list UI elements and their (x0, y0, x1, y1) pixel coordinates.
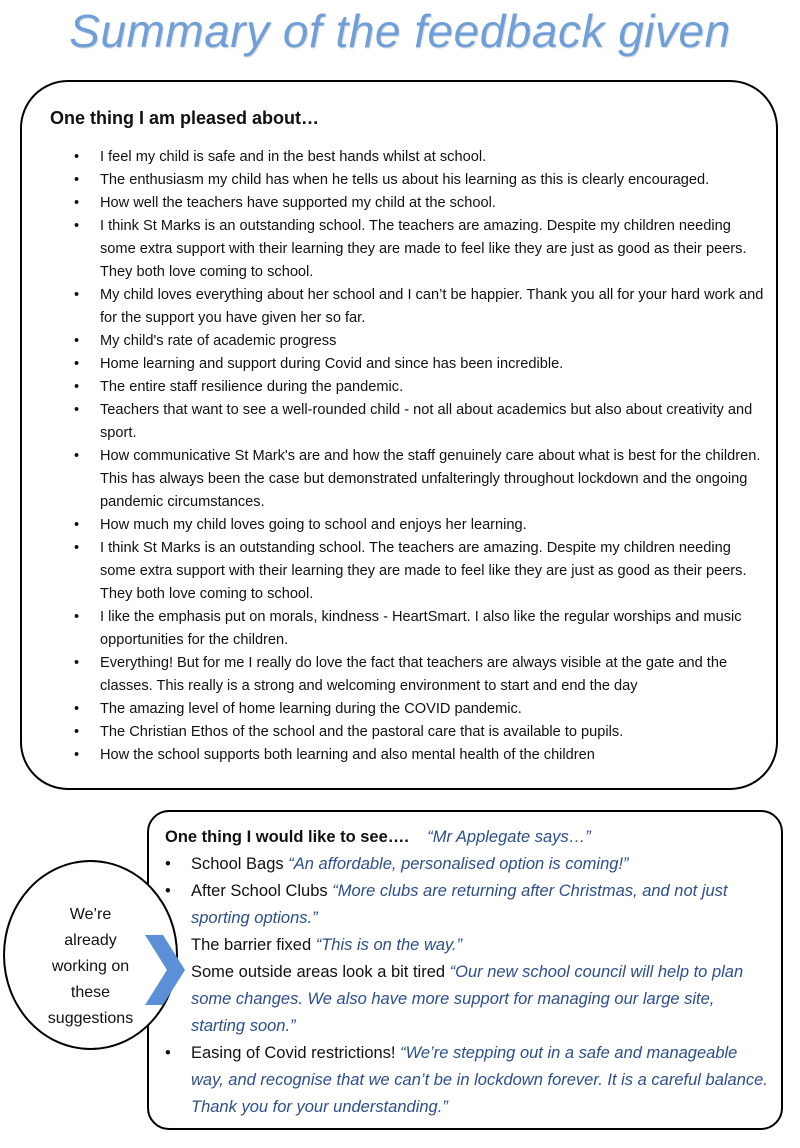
pleased-list (74, 146, 764, 767)
suggestion-reply: “This is on the way.” (315, 936, 463, 954)
heading-quote: “Mr Applegate says…” (427, 828, 591, 846)
suggestion-item (165, 932, 771, 959)
suggestions-box (147, 810, 783, 1130)
pleased-box (20, 80, 778, 790)
suggestion-text: Some outside areas look a bit tired (191, 963, 446, 981)
callout-line: already (64, 932, 117, 949)
suggestion-item (165, 878, 771, 932)
list-item: • How much my child loves going to school and enjoys her learning. (74, 514, 764, 537)
suggestion-reply: “We’re stepping out in a safe and manageable way, and recognise that we can’t be in lockdown forever. It is a careful balance. Thank you for your understanding.” (191, 1044, 768, 1116)
suggestion-reply: “Our new school council will help to plan some changes. We also have more support for managing our large site, starting soon.” (191, 963, 744, 1035)
list-item: • I like the emphasis put on morals, kindness - HeartSmart. I also like the regular worships and music opportunities for the children. (74, 606, 764, 652)
list-item: • The amazing level of home learning during the COVID pandemic. (74, 698, 764, 721)
suggestion-text: School Bags (191, 855, 284, 873)
suggestions-content (165, 824, 771, 1121)
chevron-right-icon (145, 935, 185, 1005)
list-item: • I think St Marks is an outstanding school. The teachers are amazing. Despite my children needing some extra support with their learning they are made to feel like they are just as good as their peers. They both love coming to school. (74, 215, 764, 284)
list-item: • How the school supports both learning and also mental health of the children (74, 744, 764, 767)
callout-line: suggestions (47, 1010, 134, 1027)
list-item: • How communicative St Mark's are and how the staff genuinely care about what is best for the children. This has always been the case but demonstrated unfalteringly throughout lockdown and the ongoing pandemic circumstances. (74, 445, 764, 514)
suggestion-item (165, 851, 771, 878)
list-item: • My child's rate of academic progress (74, 330, 764, 353)
suggestions-heading-line (165, 824, 771, 851)
suggestion-text: After School Clubs (191, 882, 328, 900)
list-item: • The enthusiasm my child has when he tells us about his learning as this is clearly encouraged. (74, 169, 764, 192)
suggestion-item (165, 1040, 771, 1121)
page-title: Summary of the feedback given (69, 5, 731, 57)
list-item: • The entire staff resilience during the pandemic. (74, 376, 764, 399)
list-item: • Teachers that want to see a well-rounded child - not all about academics but also about creativity and sport. (74, 399, 764, 445)
suggestion-reply: “An affordable, personalised option is coming!” (288, 855, 629, 873)
suggestion-text: Easing of Covid restrictions! (191, 1044, 396, 1062)
list-item: • I think St Marks is an outstanding school. The teachers are amazing. Despite my children needing some extra support with their learning they are made to feel like they are just as good as their peers. They both love coming to school. (74, 537, 764, 606)
suggestions-heading: One thing I would like to see…. (165, 828, 409, 846)
list-item: • Everything! But for me I really do love the fact that teachers are always visible at the gate and the classes. This really is a strong and welcoming environment to start and end the day (74, 652, 764, 698)
list-item: • The Christian Ethos of the school and the pastoral care that is available to pupils. (74, 721, 764, 744)
list-item: • I feel my child is safe and in the best hands whilst at school. (74, 146, 764, 169)
callout-line: We’re (69, 906, 112, 923)
list-item: • Home learning and support during Covid and since has been incredible. (74, 353, 764, 376)
list-item: • My child loves everything about her school and I can’t be happier. Thank you all for your hard work and for the support you have given her so far. (74, 284, 764, 330)
callout-line: these (70, 984, 111, 1001)
list-item: • How well the teachers have supported my child at the school. (74, 192, 764, 215)
pleased-heading: One thing I am pleased about… (50, 108, 320, 128)
suggestion-text: The barrier fixed (191, 936, 312, 954)
suggestion-item (165, 959, 771, 1040)
suggestion-reply: “More clubs are returning after Christmas, and not just sporting options.” (191, 882, 728, 927)
callout-line: working on (51, 958, 130, 975)
